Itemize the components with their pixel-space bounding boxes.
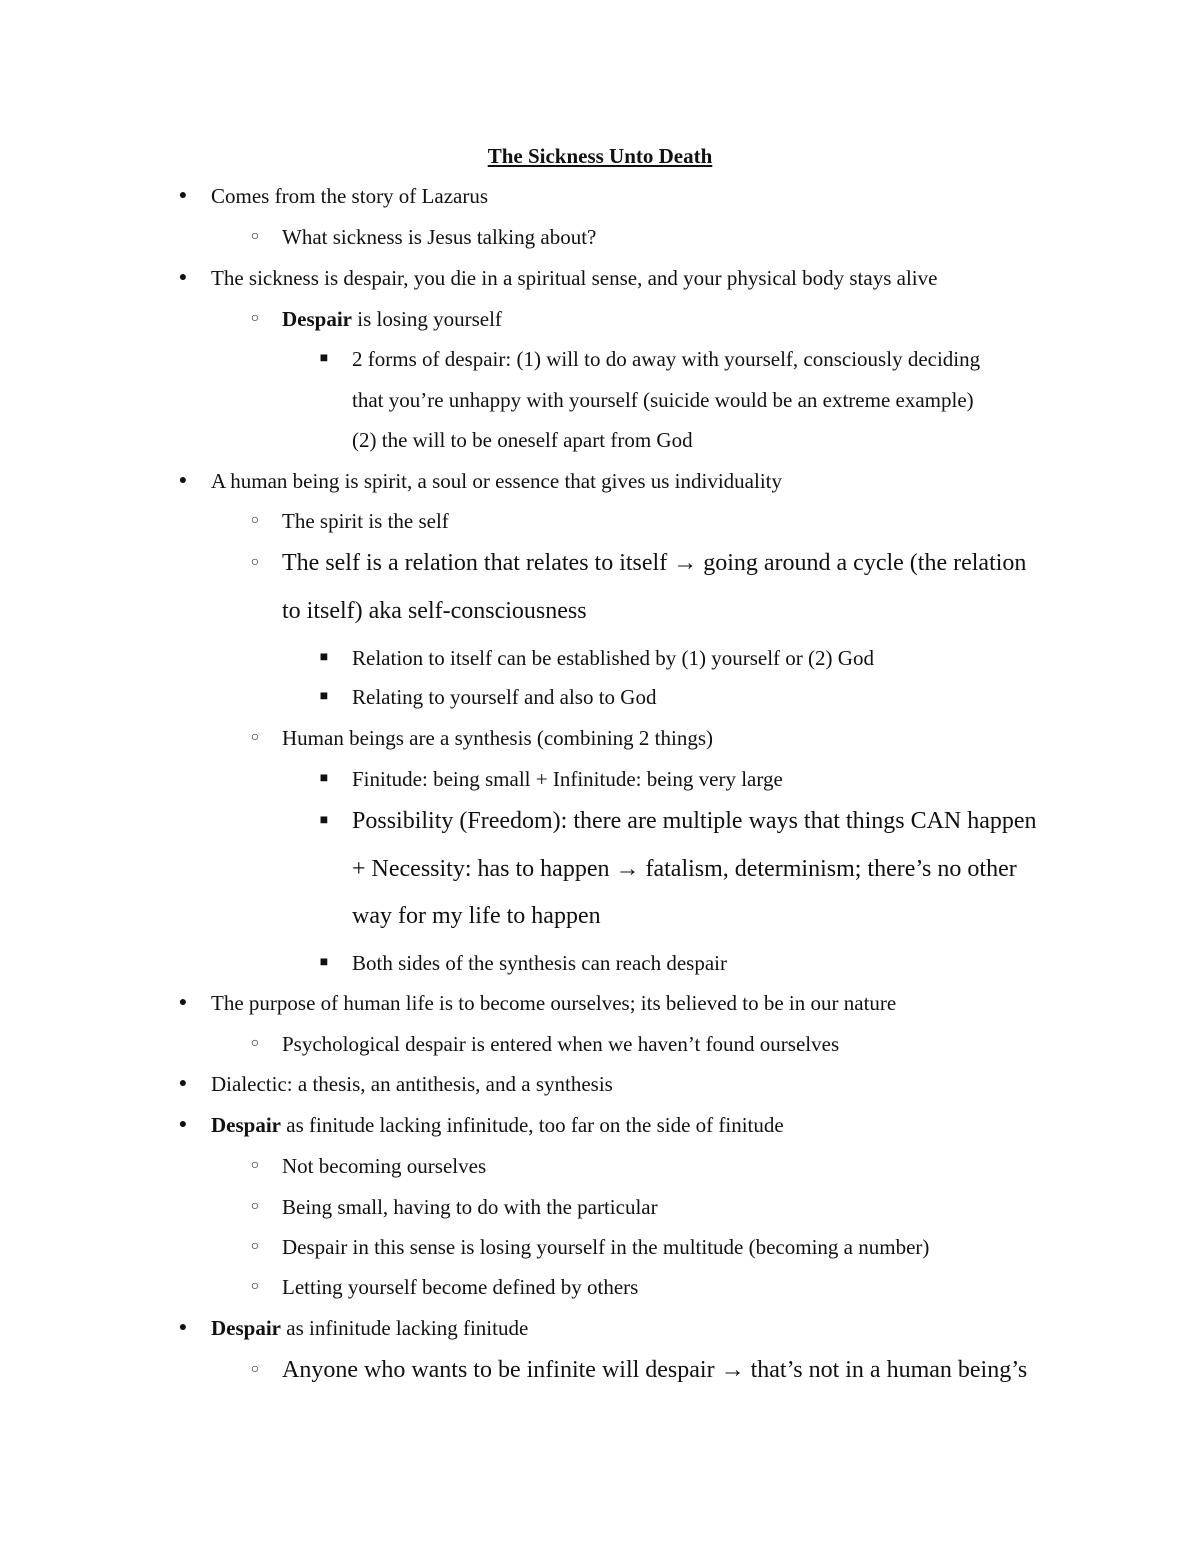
list-item: Comes from the story of Lazarus	[211, 184, 489, 208]
list-item-continuation: (2) the will to be oneself apart from God	[352, 428, 693, 452]
list-item: Possibility (Freedom): there are multiple ways that things CAN happen	[352, 808, 1037, 834]
circle-bullet-icon: ○	[250, 1199, 260, 1214]
bullet-icon: ●	[178, 1320, 188, 1335]
list-item: Relation to itself can be established by (1) yourself or (2) God	[352, 646, 874, 670]
list-item: Letting yourself become defined by others	[282, 1275, 639, 1299]
square-bullet-icon: ■	[319, 689, 329, 704]
circle-bullet-icon: ○	[250, 555, 260, 570]
list-item: Anyone who wants to be infinite will despair → that’s not in a human being’s	[282, 1357, 1028, 1383]
list-item-continuation: + Necessity: has to happen → fatalism, determinism; there’s no other	[352, 856, 1017, 882]
bullet-icon: ●	[178, 270, 188, 285]
list-item: The sickness is despair, you die in a spiritual sense, and your physical body stays alive	[211, 266, 938, 290]
circle-bullet-icon: ○	[250, 730, 260, 745]
list-item-continuation: to itself) aka self-consciousness	[282, 598, 587, 624]
list-item: Psychological despair is entered when we haven’t found ourselves	[282, 1032, 840, 1056]
list-item: Despair in this sense is losing yourself in the multitude (becoming a number)	[282, 1235, 930, 1259]
list-item: Both sides of the synthesis can reach despair	[352, 951, 727, 975]
list-item: The self is a relation that relates to itself → going around a cycle (the relation	[282, 550, 1027, 576]
square-bullet-icon: ■	[319, 351, 329, 366]
square-bullet-icon: ■	[319, 813, 329, 828]
bullet-icon: ●	[178, 473, 188, 488]
list-item: Finitude: being small + Infinitude: being very large	[352, 767, 783, 791]
circle-bullet-icon: ○	[250, 1036, 260, 1051]
list-item-continuation: that you’re unhappy with yourself (suicide would be an extreme example)	[352, 388, 974, 412]
bullet-icon: ●	[178, 1076, 188, 1091]
list-item: Being small, having to do with the particular	[282, 1195, 658, 1219]
bullet-icon: ●	[178, 995, 188, 1010]
circle-bullet-icon: ○	[250, 1362, 260, 1377]
list-item-continuation: way for my life to happen	[352, 903, 601, 929]
document-title: The Sickness Unto Death	[487, 144, 713, 168]
square-bullet-icon: ■	[319, 650, 329, 665]
list-item: The purpose of human life is to become ourselves; its believed to be in our nature	[211, 991, 897, 1015]
list-item: What sickness is Jesus talking about?	[282, 225, 597, 249]
circle-bullet-icon: ○	[250, 1279, 260, 1294]
list-item: Despair as infinitude lacking finitude	[211, 1316, 529, 1340]
square-bullet-icon: ■	[319, 955, 329, 970]
list-item: Dialectic: a thesis, an antithesis, and a synthesis	[211, 1072, 613, 1096]
list-item: 2 forms of despair: (1) will to do away with yourself, consciously deciding	[352, 347, 981, 371]
circle-bullet-icon: ○	[250, 229, 260, 244]
circle-bullet-icon: ○	[250, 1239, 260, 1254]
square-bullet-icon: ■	[319, 771, 329, 786]
list-item: Not becoming ourselves	[282, 1154, 487, 1178]
list-item: Relating to yourself and also to God	[352, 685, 657, 709]
list-item: A human being is spirit, a soul or essence that gives us individuality	[211, 469, 783, 493]
list-item: Despair as finitude lacking infinitude, too far on the side of finitude	[211, 1113, 784, 1137]
bullet-icon: ●	[178, 188, 188, 203]
circle-bullet-icon: ○	[250, 1158, 260, 1173]
circle-bullet-icon: ○	[250, 311, 260, 326]
list-item: Despair is losing yourself	[282, 307, 502, 331]
bullet-icon: ●	[178, 1117, 188, 1132]
list-item: The spirit is the self	[282, 509, 449, 533]
circle-bullet-icon: ○	[250, 513, 260, 528]
list-item: Human beings are a synthesis (combining 2 things)	[282, 726, 714, 750]
